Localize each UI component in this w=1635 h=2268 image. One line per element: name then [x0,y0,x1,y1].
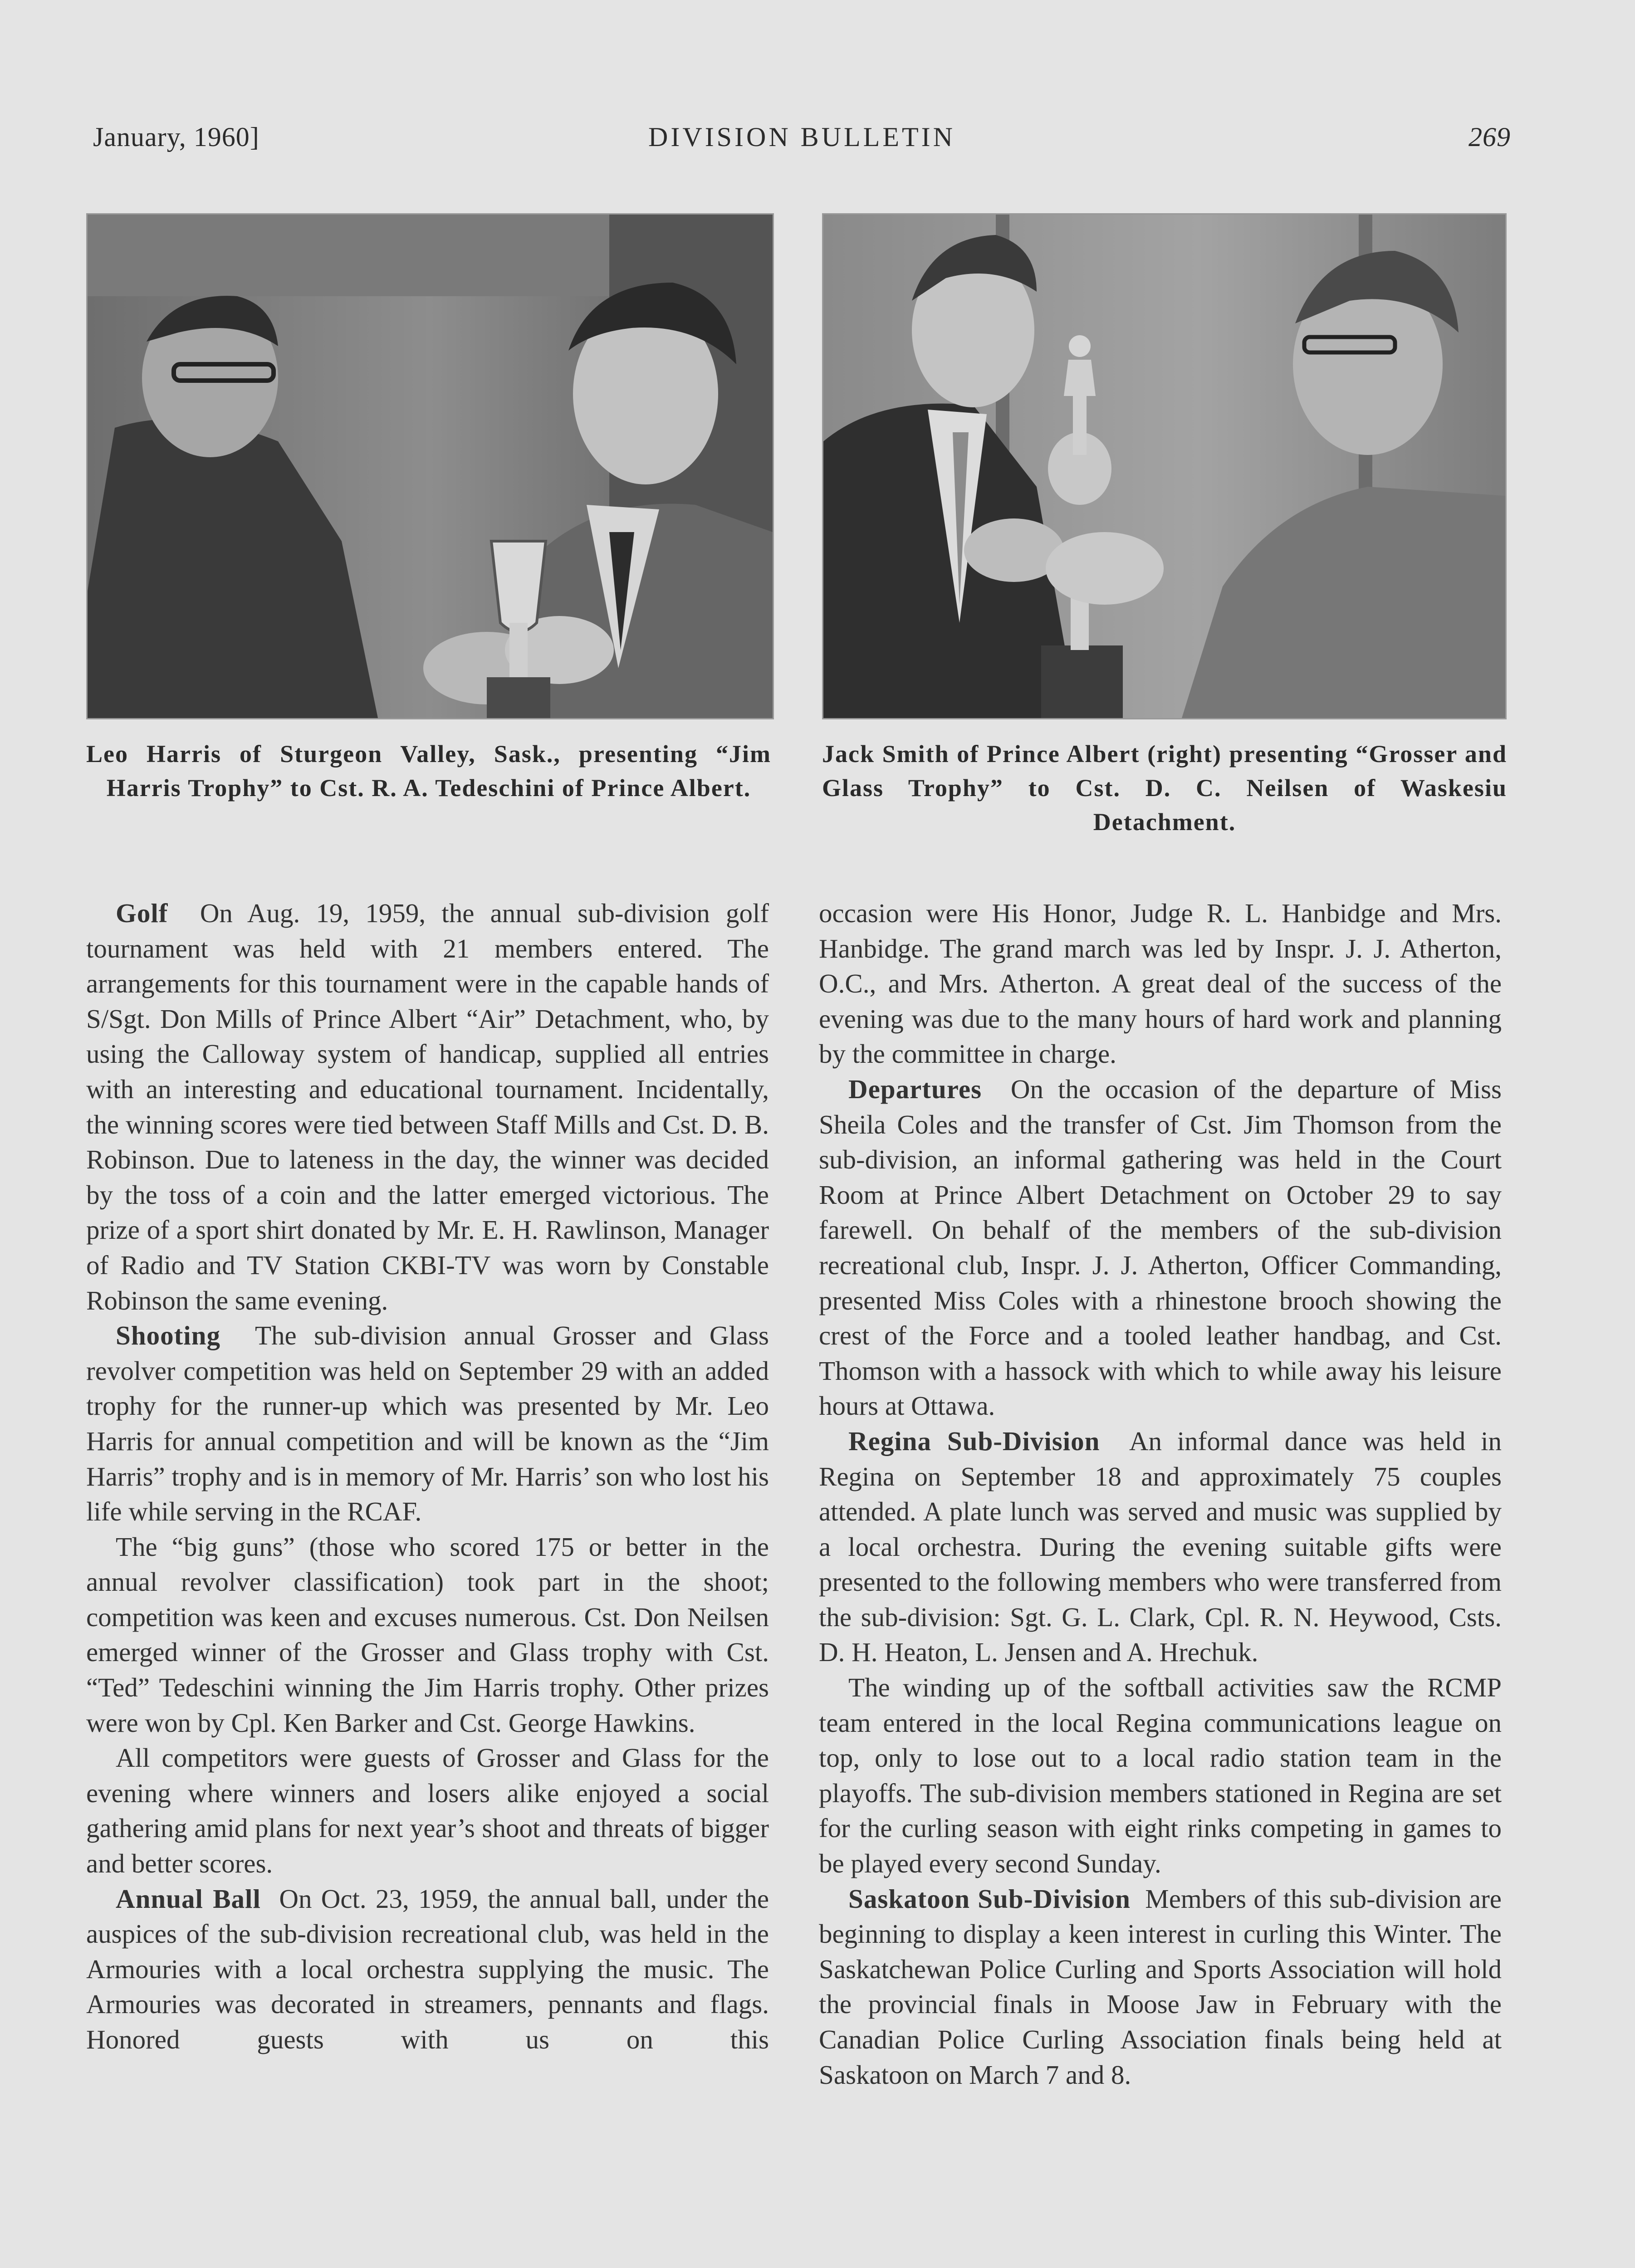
section-heading-saskatoon: Saskatoon Sub-Division [848,1883,1131,1914]
shooting-text: The sub-division annual Grosser and Glass revolver competition was held on September 29 with an added trophy for the runner-up which was presented by Mr. Leo Harris for annual competition and will be known as the “Jim Harris” trophy and is in memory of Mr. Harris’ son who lost his life while serving in the RCAF. [86,1320,769,1527]
annual-ball-text: On Oct. 23, 1959, the annual ball, under the auspices of the sub-division recreational club, was held in the Armouries with a local orchestra supplying the music. The Armouries was decorated in streamers, pennants and flags. Honored guests with us on this [86,1883,769,2054]
golf-paragraph [86,896,769,1318]
photo-grosser-and-glass-trophy [822,213,1507,719]
header-date: January, 1960] [93,122,259,152]
photo-caption-right: Jack Smith of Prince Albert (right) presenting “Grosser and Glass Trophy” to Cst. D. C. Neilsen of Waskesiu Detachment. [822,740,1507,836]
section-heading-regina: Regina Sub-Division [848,1426,1100,1456]
shooting-paragraph-2: The “big guns” (those who scored 175 or better in the annual revolver classification) took part in the shoot; competition was keen and excuses numerous. Cst. Don Neilsen emerged winner of the Grosser and Glass trophy with Cst. “Ted” Tedeschini winning the Jim Harris trophy. Other prizes were won by Cpl. Ken Barker and Cst. George Hawkins. [86,1531,769,1738]
departures-paragraph [819,1072,1502,1424]
shooting-paragraph [86,1318,769,1530]
saskatoon-paragraph [819,1882,1502,2093]
regina-paragraph-2-text: The winding up of the softball activities saw the RCMP team entered in the local Regina communications league on top, only to lose out to a local radio station team in the playoffs. The sub-division members stationed in Regina are set for the curling season with eight rinks competing in games to be played every second Sunday. [819,1672,1502,1879]
annual-ball-paragraph [86,1882,769,2058]
departures-paragraph-text: On the occasion of the departure of Miss Sheila Coles and the transfer of Cst. Jim Thomson from the sub-division, an informal gathering was held in the Court Room at Prince Albert Detachment on October 29 to say farewell. On behalf of the members of the sub-division recreational club, Inspr. J. J. Atherton, Officer Commanding, presented Miss Coles with a rhinestone brooch showing the crest of the Force and a tooled leather handbag, and Cst. Thomson with a hassock with which to while away his leisure hours at Ottawa. [819,1074,1502,1421]
running-header [93,122,1511,162]
article-column-right [819,896,1502,2092]
photo-jim-harris-trophy [86,213,774,719]
section-heading-annual-ball: Annual Ball [116,1883,261,1914]
regina-paragraph-text: An informal dance was held in Regina on September 18 and approximately 75 couples attended. A plate lunch was served and music was supplied by a local orchestra. During the evening suitable gifts were presented to the following members who were transferred from the sub-division: Sgt. G. L. Clark, Cpl. R. N. Heywood, Csts. D. H. Heaton, L. Jensen and A. Hrechuk. [819,1426,1502,1667]
saskatoon-paragraph-text: Members of this sub-division are beginning to display a keen interest in curling this Winter. The Saskatchewan Police Curling and Sports Association will hold the provincial finals in Moose Jaw in February with the Canadian Police Curling Association finals being held at Saskatoon on March 7 and 8. [819,1883,1502,2090]
section-heading-golf: Golf [116,898,168,928]
shooting-paragraph-3: All competitors were guests of Grosser and Glass for the evening where winners and losers alike enjoyed a social gathering amid plans for next year’s shoot and threats of bigger and better scores. [86,1743,769,1879]
annual-ball-continued-text: occasion were His Honor, Judge R. L. Hanbidge and Mrs. Hanbidge. The grand march was led by Inspr. J. J. Atherton, O.C., and Mrs. Atherton. A great deal of the success of the evening was due to the many hours of hard work and planning by the committee in charge. [819,898,1502,1069]
photo-caption-left: Leo Harris of Sturgeon Valley, Sask., presenting “Jim Harris Trophy” to Cst. R. A. Tedeschini of Prince Albert. [86,740,771,802]
article-column-left [86,896,769,2058]
golf-text: On Aug. 19, 1959, the annual sub-division golf tournament was held with 21 members entered. The arrangements for this tournament were in the capable hands of S/Sgt. Don Mills of Prince Albert “Air” Detachment, who, by using the Calloway system of handicap, supplied all entries with an interesting and educational tournament. Incidentally, the winning scores were tied between Staff Mills and Cst. D. B. Robinson. Due to lateness in the day, the winner was decided by the toss of a coin and the latter emerged victorious. The prize of a sport shirt donated by Mr. E. H. Rawlinson, Manager of Radio and TV Station CKBI-TV was worn by Constable Robinson the same evening. [86,898,769,1315]
section-heading-shooting: Shooting [116,1320,220,1351]
page-number: 269 [1469,122,1511,152]
regina-paragraph [819,1424,1502,1670]
annual-ball-continued [819,896,1502,1072]
header-title: DIVISION BULLETIN [648,122,955,152]
regina-paragraph-2 [819,1670,1502,1882]
section-heading-departures: Departures [848,1074,982,1104]
